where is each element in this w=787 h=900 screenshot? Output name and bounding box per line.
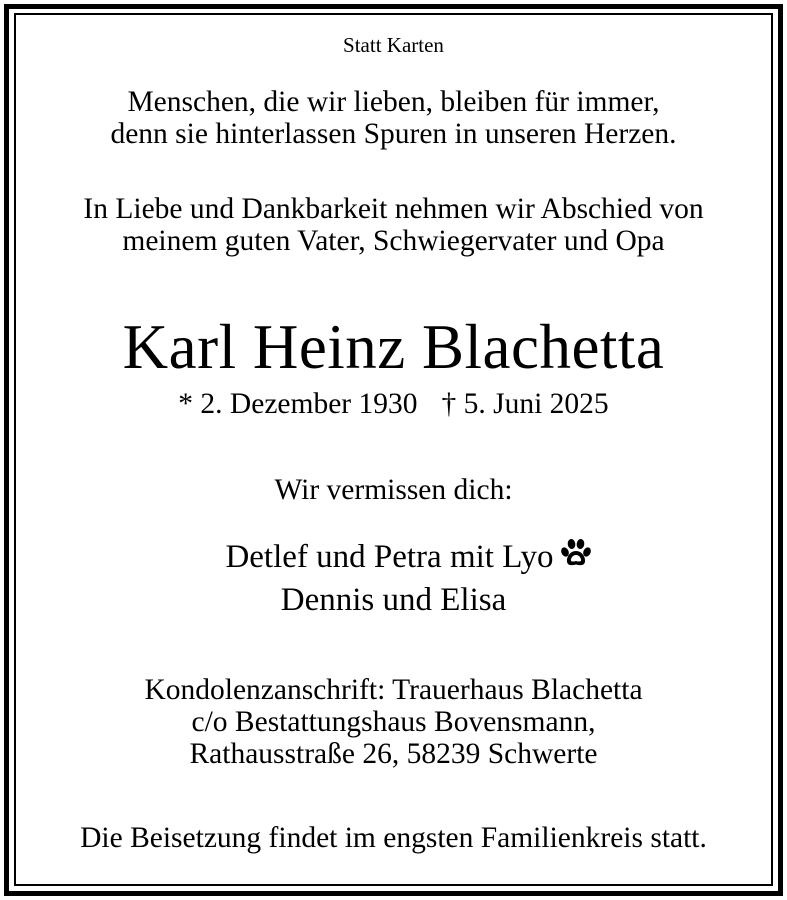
- quote-line-2: denn sie hinterlassen Spuren in unseren Herzen.: [110, 118, 677, 150]
- quote-line-1: Menschen, die wir lieben, bleiben für immer,: [127, 86, 660, 118]
- death-date: † 5. Juni 2025: [441, 388, 609, 420]
- intro-line-2: meinem guten Vater, Schwiegervater und Opa: [122, 225, 665, 257]
- condolence-line-1: Kondolenzanschrift: Trauerhaus Blachetta: [144, 674, 643, 706]
- deceased-name: Karl Heinz Blachetta: [122, 312, 665, 382]
- condolence-line-3: Rathausstraße 26, 58239 Schwerte: [189, 738, 598, 770]
- mourner-line-2: Dennis und Elisa: [280, 582, 507, 618]
- birth-date: * 2. Dezember 1930: [178, 388, 418, 420]
- statt-karten-note: Statt Karten: [343, 33, 444, 57]
- life-dates: [0, 390, 787, 420]
- burial-note: Die Beisetzung findet im engsten Familienkreis statt.: [80, 822, 707, 854]
- intro-line-1: In Liebe und Dankbarkeit nehmen wir Abschied von: [83, 193, 704, 225]
- paw-icon: [560, 538, 592, 575]
- mourner-line-1: [0, 541, 787, 578]
- condolence-line-2: c/o Bestattungshaus Bovensmann,: [191, 706, 596, 738]
- mourners-heading: Wir vermissen dich:: [274, 474, 513, 506]
- mourner-names-1: Detlef und Petra mit Lyo: [225, 539, 554, 576]
